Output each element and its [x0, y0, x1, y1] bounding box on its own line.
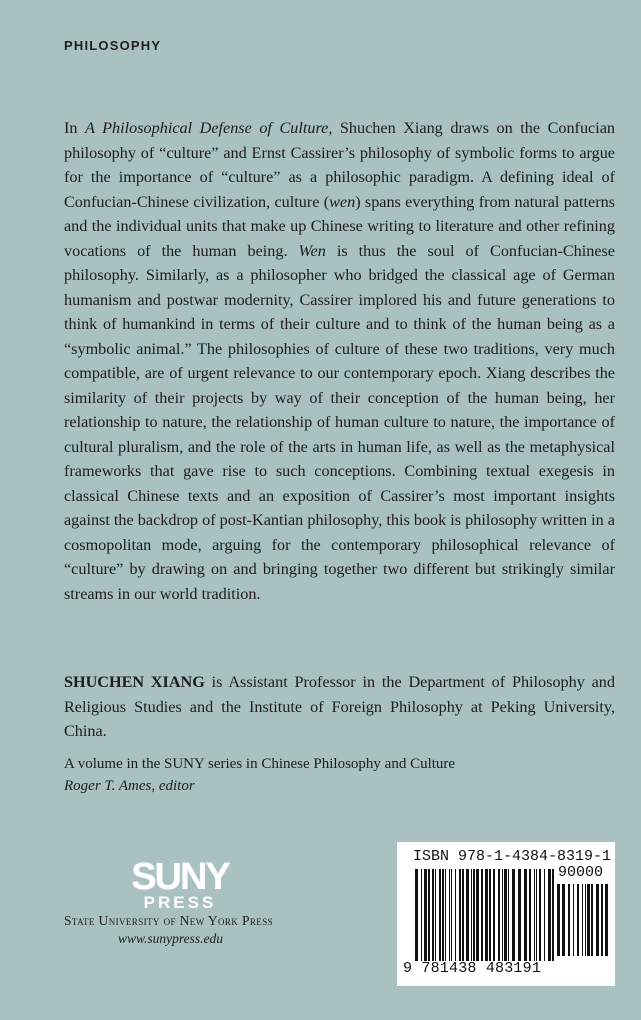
blurb-part-2: ) spans everything from natural patterns and the individual units that make up Chinese writing to literature and other refining vocations of the human being.: [64, 192, 615, 260]
suny-press-logo: [118, 858, 242, 912]
barcode-digits: 9 781438 483191: [403, 960, 542, 977]
wen-term: wen: [329, 192, 356, 211]
author-name: SHUCHEN XIANG: [64, 673, 205, 691]
price-barcode-icon: [557, 884, 609, 956]
series-info: [64, 753, 455, 797]
blurb-intro: In: [64, 119, 86, 137]
publisher-name: State University of New York Press: [64, 913, 274, 928]
logo-press-text: PRESS: [143, 893, 217, 912]
wen-term-cap: Wen: [298, 241, 326, 260]
ean-barcode-icon: [415, 869, 555, 961]
blurb-part-3: is thus the soul of Confucian-Chinese philosophy. Similarly, as a philosopher who bridged the classical age of German humanism and postwar modernity, Cassirer implored his and future generations to think of humankind in terms of their culture and to think of the human being as a “symbolic animal.” The philosophies of culture of these two traditions, very much compatible, are of urgent relevance to our contemporary epoch. Xiang describes the similarity of their projects by way of their conception of the human being, her relationship to nature, the relationship of human culture to nature, the importance of cultural pluralism, and the role of the arts in human life, as well as the metaphysical frameworks that gave rise to such conceptions. Combining textual exegesis in classical Chinese texts and an exposition of Cassirer’s most important insights against the backdrop of post-Kantian philosophy, this book is philosophy written in a cosmopolitan mode, arguing for the contemporary philosophical relevance of “culture” by drawing on and bringing together two different but strikingly similar streams in our world tradition.: [64, 241, 615, 603]
book-title: A Philosophical Defense of Culture,: [85, 119, 333, 137]
series-editor: Roger T. Ames, editor: [64, 778, 195, 794]
series-line: A volume in the SUNY series in Chinese Philosophy and Culture: [64, 756, 456, 772]
category-label: PHILOSOPHY: [64, 38, 162, 53]
blurb-part-1: Shuchen Xiang draws on the Confucian philosophy of “culture” and Ernst Cassirer’s philosophy of symbolic forms to argue for the importance of “culture” as a philosophic paradigm. A defining ideal of Confucian-Chinese civilization, culture (: [64, 119, 616, 211]
publisher-website: www.sunypress.edu: [118, 931, 224, 946]
logo-suny-text: SUNY: [131, 856, 229, 898]
author-bio: [64, 670, 615, 744]
price-code: 90000: [558, 864, 604, 881]
isbn-number: ISBN 978-1-4384-8319-1: [413, 848, 612, 865]
barcode-box: [397, 842, 615, 986]
author-bio-text: is Assistant Professor in the Department of Philosophy and Religious Studies and the Institute of Foreign Philosophy at Peking University, China.: [64, 673, 615, 740]
book-description: [64, 116, 615, 606]
